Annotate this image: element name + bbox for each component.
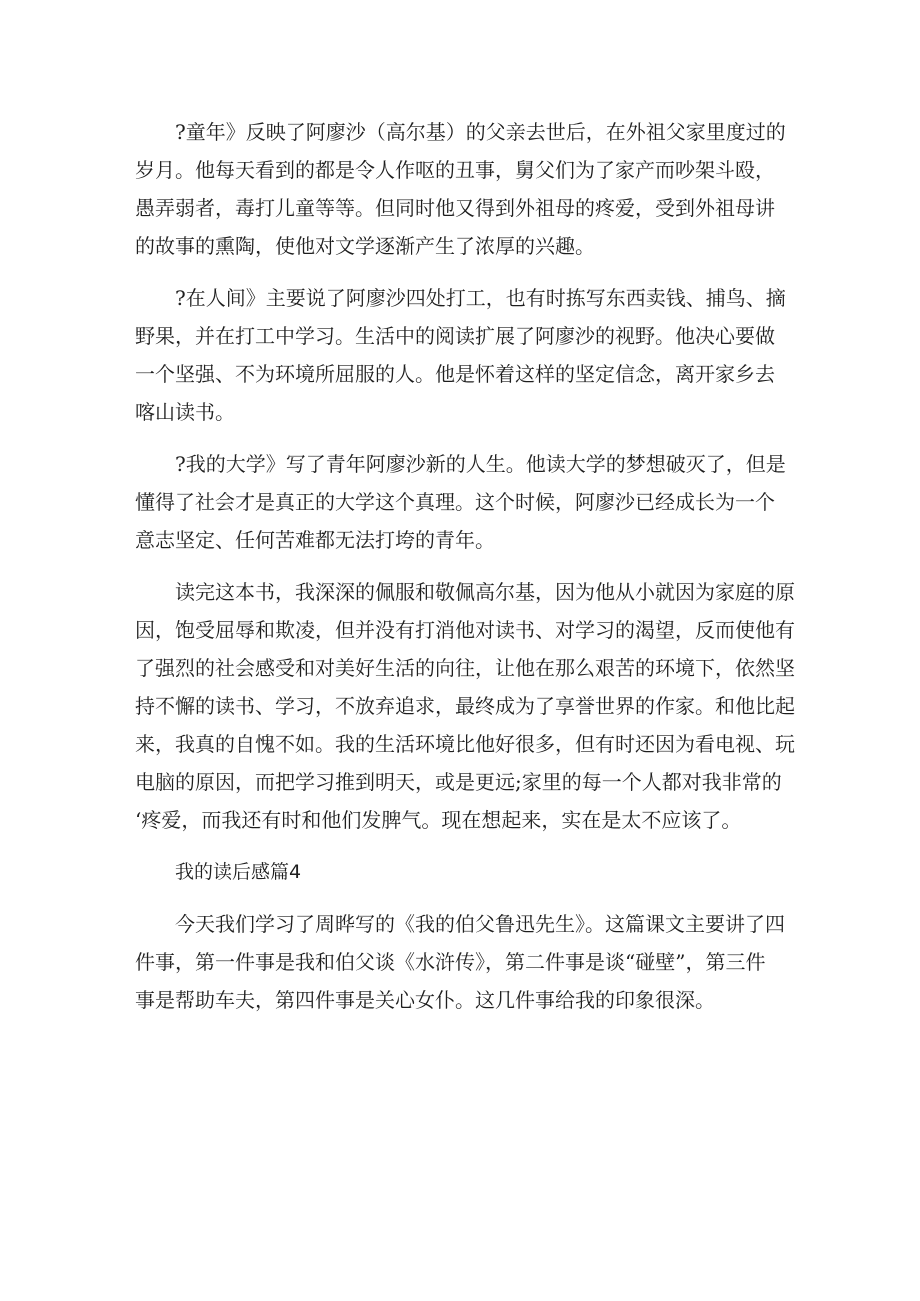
text-line: 来，我真的自愧不如。我的生活环境比他好很多，但有时还因为看电视、玩 (135, 732, 795, 756)
text-line: 持不懈的读书、学习，不放弃追求，最终成为了享誉世界的作家。和他比起 (135, 694, 795, 718)
text-line: 岁月。他每天看到的都是令人作呕的丑事，舅父们为了家产而吵架斗殴， (135, 158, 775, 182)
paragraph-lu-xun (135, 905, 791, 1019)
text-line: ?我的大学》写了青年阿廖沙新的人生。他读大学的梦想破灭了，但是 (175, 452, 786, 476)
paragraph-childhood (135, 113, 791, 265)
text-line: 因，饱受屈辱和欺凌，但并没有打消他对读书、对学习的渴望，反而使他有 (135, 618, 795, 642)
text-line: 愚弄弱者，毒打儿童等等。但同时他又得到外祖母的疼爱，受到外祖母讲 (135, 196, 775, 220)
document-body (135, 113, 795, 1019)
text-line: 野果，并在打工中学习。生活中的阅读扩展了阿廖沙的视野。他决心要做 (135, 324, 775, 348)
text-line: 懂得了社会才是真正的大学这个真理。这个时候，阿廖沙已经成长为一个 (135, 490, 775, 514)
paragraph-reflection (135, 573, 795, 839)
text-line: ‘疼爱，而我还有时和他们发脾气。现在想起来，实在是太不应该了。 (135, 808, 742, 832)
text-line: 的故事的熏陶，使他对文学逐渐产生了浓厚的兴趣。 (135, 234, 595, 258)
text-line: ?在人间》主要说了阿廖沙四处打工，也有时拣写东西卖钱、捕鸟、摘 (175, 286, 786, 310)
text-line: 事是帮助车夫，第四件事是关心女仆。这几件事给我的印象很深。 (135, 988, 715, 1012)
text-line: 一个坚强、不为环境所屈服的人。他是怀着这样的坚定信念，离开家乡去 (135, 362, 775, 386)
text-line: 了强烈的社会感受和对美好生活的向往，让他在那么艰苦的环境下，依然坚 (135, 656, 795, 680)
text-line: 电脑的原因，而把学习推到明天，或是更远;家里的每一个人都对我非常的 (135, 770, 782, 794)
text-line: 喀山读书。 (135, 400, 235, 424)
section-heading: 我的读后感篇4 (175, 861, 302, 883)
paragraph-my-universities (135, 445, 791, 559)
text-line: 读完这本书，我深深的佩服和敬佩高尔基，因为他从小就因为家庭的原 (175, 580, 795, 604)
paragraph-in-the-world (135, 279, 791, 431)
text-line: 意志坚定、任何苦难都无法打垮的青年。 (135, 528, 495, 552)
text-line: ?童年》反映了阿廖沙（高尔基）的父亲去世后，在外祖父家里度过的 (175, 120, 786, 144)
text-line: 件事，第一件事是我和伯父谈《水浒传》，第二件事是谈“碰壁”，第三件 (135, 950, 766, 974)
text-line: 今天我们学习了周晔写的《我的伯父鲁迅先生》。这篇课文主要讲了四 (175, 912, 785, 936)
